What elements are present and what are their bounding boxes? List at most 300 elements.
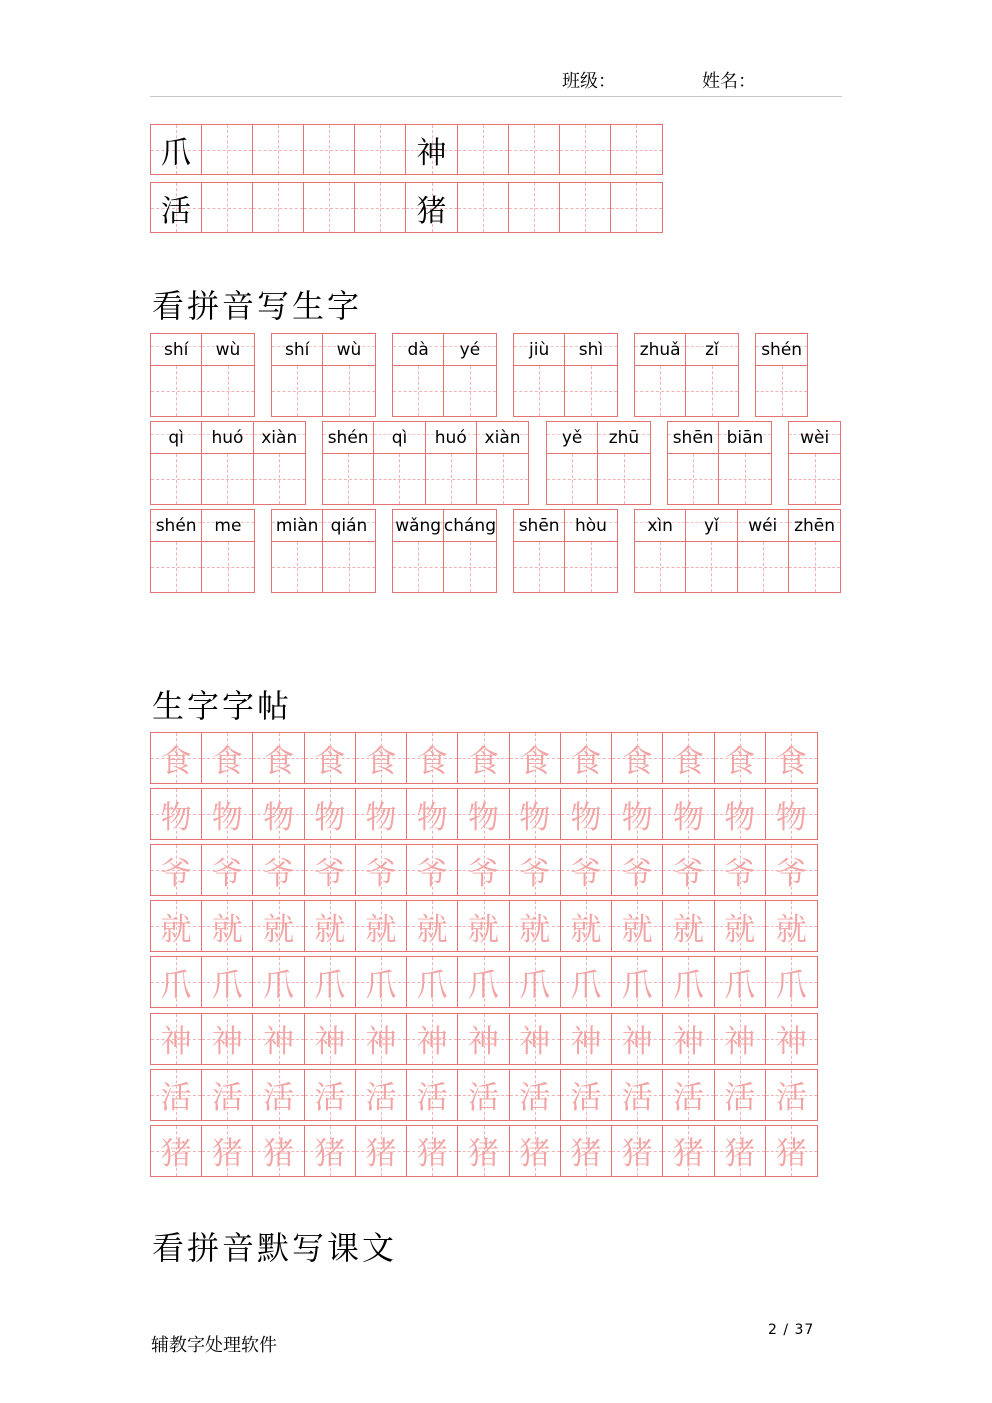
copybook-cell[interactable] <box>458 901 509 951</box>
trace-char: 活 <box>672 1080 704 1117</box>
copybook-cell[interactable] <box>305 901 356 951</box>
copybook-cell[interactable] <box>561 789 612 839</box>
copybook-cell[interactable] <box>561 1014 612 1064</box>
writing-square[interactable] <box>565 366 616 416</box>
copybook-cell[interactable] <box>663 733 714 783</box>
section-title-copybook: 生字字帖 <box>152 687 293 725</box>
trace-char: 活 <box>211 1080 243 1117</box>
pinyin-cell <box>323 422 374 504</box>
trace-char: 爷 <box>672 855 704 892</box>
pinyin-syllable: qì <box>391 427 408 448</box>
pinyin-cell <box>151 510 202 592</box>
pinyin-word-box <box>392 333 497 417</box>
trace-char: 爷 <box>468 855 500 892</box>
trace-char: 食 <box>775 743 807 780</box>
trace-char: 爷 <box>775 855 807 892</box>
trace-char: 食 <box>672 743 704 780</box>
copybook-cell[interactable] <box>766 733 817 783</box>
writing-square[interactable] <box>635 542 685 592</box>
trace-char: 神 <box>724 1024 756 1060</box>
copybook-cell[interactable] <box>407 789 458 839</box>
copybook-cell[interactable] <box>253 901 304 951</box>
pinyin-syllable-box <box>547 422 597 454</box>
copybook-cell[interactable] <box>715 1070 766 1120</box>
writing-square[interactable] <box>202 454 252 504</box>
copybook-cell[interactable] <box>305 957 356 1007</box>
copybook-cell[interactable] <box>510 1126 561 1176</box>
writing-square[interactable] <box>323 454 373 504</box>
writing-square[interactable] <box>514 542 564 592</box>
copybook-cell[interactable] <box>253 845 304 895</box>
copybook-cell[interactable] <box>715 1126 766 1176</box>
pinyin-syllable-box <box>686 334 737 366</box>
pinyin-syllable-box <box>272 334 322 366</box>
pinyin-syllable: huó <box>211 427 244 448</box>
writing-square[interactable] <box>151 454 201 504</box>
writing-square[interactable] <box>202 366 253 416</box>
trace-char: 活 <box>160 1080 192 1117</box>
pinyin-word-box <box>788 421 841 505</box>
review-cell[interactable] <box>560 125 611 174</box>
copybook-cell[interactable] <box>253 957 304 1007</box>
copybook-cell[interactable] <box>356 1126 407 1176</box>
writing-square[interactable] <box>598 454 649 504</box>
pinyin-syllable: wéi <box>748 515 778 536</box>
trace-char: 神 <box>365 1024 397 1060</box>
pinyin-cell <box>202 334 253 416</box>
trace-char: 爪 <box>519 967 551 1004</box>
pinyin-syllable-box <box>477 422 528 454</box>
pinyin-word-box <box>667 421 772 505</box>
trace-char: 爷 <box>570 855 602 892</box>
trace-char: 食 <box>724 743 756 780</box>
copybook-cell[interactable] <box>407 1070 458 1120</box>
copybook-cell[interactable] <box>561 1070 612 1120</box>
trace-char: 神 <box>570 1024 602 1060</box>
copybook-cell[interactable] <box>151 1126 202 1176</box>
writing-square[interactable] <box>323 366 374 416</box>
pinyin-word-box <box>634 509 841 593</box>
trace-char: 神 <box>263 1024 295 1060</box>
copybook-cell[interactable] <box>151 957 202 1007</box>
writing-square[interactable] <box>151 542 201 592</box>
pinyin-word-box <box>322 421 529 505</box>
pinyin-cell <box>756 334 807 416</box>
copybook-cell[interactable] <box>305 845 356 895</box>
trace-char: 食 <box>416 743 448 780</box>
pinyin-syllable-box <box>565 334 616 366</box>
writing-square[interactable] <box>547 454 597 504</box>
pinyin-syllable: xìn <box>647 515 673 536</box>
copybook-cell[interactable] <box>715 957 766 1007</box>
pinyin-syllable-box <box>719 422 770 454</box>
copybook-cell[interactable] <box>612 1070 663 1120</box>
writing-square[interactable] <box>393 542 443 592</box>
trace-char: 爷 <box>724 855 756 892</box>
copybook-cell[interactable] <box>356 789 407 839</box>
review-cell[interactable] <box>151 125 202 174</box>
pinyin-syllable-box <box>202 334 253 366</box>
copybook-cell[interactable] <box>458 1070 509 1120</box>
review-cell[interactable] <box>611 183 662 232</box>
copybook-cell[interactable] <box>663 957 714 1007</box>
trace-char: 猪 <box>314 1136 346 1173</box>
copybook-cell[interactable] <box>612 789 663 839</box>
review-cell[interactable] <box>202 183 253 232</box>
copybook-cell[interactable] <box>612 1126 663 1176</box>
trace-char: 物 <box>724 799 756 836</box>
copybook-cell[interactable] <box>356 957 407 1007</box>
trace-char: 爷 <box>211 855 243 892</box>
copybook-cell[interactable] <box>151 789 202 839</box>
copybook-cell[interactable] <box>356 845 407 895</box>
copybook-cell[interactable] <box>356 901 407 951</box>
pinyin-cell <box>393 334 444 416</box>
writing-square[interactable] <box>151 366 201 416</box>
name-label: 姓名： <box>702 71 756 92</box>
review-cell[interactable] <box>458 183 509 232</box>
trace-char: 活 <box>416 1080 448 1117</box>
trace-char: 爷 <box>365 855 397 892</box>
pinyin-cell <box>789 510 840 592</box>
copybook-cell[interactable] <box>305 1014 356 1064</box>
copybook-cell[interactable] <box>253 733 304 783</box>
trace-char: 猪 <box>621 1136 653 1173</box>
pinyin-cell <box>789 422 840 504</box>
trace-char: 物 <box>775 799 807 836</box>
copybook-cell[interactable] <box>510 1014 561 1064</box>
copybook-cell[interactable] <box>151 733 202 783</box>
writing-square[interactable] <box>477 454 528 504</box>
pinyin-cell <box>686 510 737 592</box>
copybook-cell[interactable] <box>612 845 663 895</box>
review-cell[interactable] <box>355 125 406 174</box>
trace-char: 就 <box>314 911 346 948</box>
copybook-cell[interactable] <box>407 1126 458 1176</box>
trace-char: 爪 <box>570 967 602 1004</box>
copybook-cell[interactable] <box>202 1126 253 1176</box>
writing-square[interactable] <box>686 542 736 592</box>
copybook-cell[interactable] <box>663 845 714 895</box>
trace-char: 物 <box>263 799 295 836</box>
trace-char: 神 <box>211 1024 243 1060</box>
copybook-cell[interactable] <box>663 1014 714 1064</box>
copybook-cell[interactable] <box>715 901 766 951</box>
trace-char: 爪 <box>160 967 192 1004</box>
trace-char: 猪 <box>519 1136 551 1173</box>
pinyin-cell <box>202 510 253 592</box>
writing-square[interactable] <box>444 542 495 592</box>
review-cell[interactable] <box>304 125 355 174</box>
writing-square[interactable] <box>686 366 737 416</box>
pinyin-syllable: yě <box>561 427 583 448</box>
pinyin-word-box <box>755 333 808 417</box>
review-cell[interactable] <box>509 183 560 232</box>
copybook-cell[interactable] <box>510 845 561 895</box>
trace-char: 爷 <box>621 855 653 892</box>
trace-char: 爪 <box>621 967 653 1004</box>
trace-char: 爪 <box>672 967 704 1004</box>
copybook-cell[interactable] <box>151 845 202 895</box>
review-cell[interactable] <box>253 125 304 174</box>
copybook-cell[interactable] <box>356 1014 407 1064</box>
copybook-cell[interactable] <box>663 789 714 839</box>
pinyin-cell <box>323 334 374 416</box>
writing-square[interactable] <box>393 366 443 416</box>
review-char: 爪 <box>161 135 192 171</box>
trace-char: 就 <box>468 911 500 948</box>
copybook-cell[interactable] <box>458 733 509 783</box>
trace-char: 物 <box>314 799 346 836</box>
copybook-cell[interactable] <box>202 901 253 951</box>
trace-char: 爷 <box>416 855 448 892</box>
pinyin-syllable: yǐ <box>704 515 719 536</box>
trace-char: 就 <box>263 911 295 948</box>
pinyin-word-box <box>150 509 255 593</box>
pinyin-syllable-box <box>393 334 443 366</box>
writing-square[interactable] <box>323 542 374 592</box>
copybook-cell[interactable] <box>407 901 458 951</box>
trace-char: 食 <box>519 743 551 780</box>
writing-square[interactable] <box>668 454 718 504</box>
pinyin-syllable: shēn <box>672 427 714 448</box>
copybook-cell[interactable] <box>612 957 663 1007</box>
pinyin-syllable: shén <box>155 515 197 536</box>
trace-char: 食 <box>314 743 346 780</box>
copybook-cell[interactable] <box>356 733 407 783</box>
pinyin-cell <box>323 510 374 592</box>
pinyin-syllable-box <box>151 422 201 454</box>
copybook-cell[interactable] <box>407 845 458 895</box>
trace-char: 就 <box>621 911 653 948</box>
copybook-cell[interactable] <box>151 1014 202 1064</box>
copybook-cell[interactable] <box>407 733 458 783</box>
pinyin-cell <box>635 334 686 416</box>
trace-char: 就 <box>570 911 602 948</box>
copybook-cell[interactable] <box>305 1126 356 1176</box>
writing-square[interactable] <box>444 366 495 416</box>
writing-square[interactable] <box>426 454 476 504</box>
pinyin-cell <box>272 510 323 592</box>
copybook-cell[interactable] <box>663 1070 714 1120</box>
copybook-cell[interactable] <box>766 845 817 895</box>
copybook-cell[interactable] <box>510 789 561 839</box>
review-cell[interactable] <box>406 125 457 174</box>
trace-char: 猪 <box>775 1136 807 1173</box>
trace-char: 神 <box>519 1024 551 1060</box>
pinyin-syllable-box <box>151 334 201 366</box>
writing-square[interactable] <box>272 542 322 592</box>
pinyin-syllable: wèi <box>800 427 830 448</box>
review-cell[interactable] <box>202 125 253 174</box>
review-char: 活 <box>161 193 192 229</box>
pinyin-syllable: huó <box>434 427 467 448</box>
copybook-cell[interactable] <box>202 1070 253 1120</box>
writing-square[interactable] <box>756 366 807 416</box>
copybook-cell[interactable] <box>202 957 253 1007</box>
copybook-cell[interactable] <box>561 957 612 1007</box>
writing-square[interactable] <box>738 542 788 592</box>
copybook-cell[interactable] <box>458 789 509 839</box>
copybook-cell[interactable] <box>766 1126 817 1176</box>
trace-char: 就 <box>724 911 756 948</box>
copybook-cell[interactable] <box>253 1126 304 1176</box>
trace-char: 物 <box>160 799 192 836</box>
copybook-cell[interactable] <box>305 789 356 839</box>
copybook-cell[interactable] <box>715 845 766 895</box>
copybook-cell[interactable] <box>202 1014 253 1064</box>
trace-char: 活 <box>570 1080 602 1117</box>
pinyin-syllable-box <box>323 510 374 542</box>
trace-char: 活 <box>263 1080 295 1117</box>
pinyin-syllable-box <box>635 510 685 542</box>
copybook-cell[interactable] <box>151 1070 202 1120</box>
copybook-cell[interactable] <box>305 1070 356 1120</box>
trace-char: 神 <box>468 1024 500 1060</box>
writing-square[interactable] <box>514 366 564 416</box>
copybook-cell[interactable] <box>202 845 253 895</box>
trace-char: 神 <box>314 1024 346 1060</box>
review-cell[interactable] <box>151 183 202 232</box>
trace-char: 物 <box>570 799 602 836</box>
trace-char: 爪 <box>468 967 500 1004</box>
copybook-cell[interactable] <box>766 1070 817 1120</box>
copybook-row <box>150 788 818 840</box>
copybook-cell[interactable] <box>766 789 817 839</box>
writing-square[interactable] <box>635 366 685 416</box>
copybook-cell[interactable] <box>561 1126 612 1176</box>
header-divider <box>150 96 842 97</box>
trace-char: 就 <box>775 911 807 948</box>
copybook-cell[interactable] <box>458 1014 509 1064</box>
writing-square[interactable] <box>254 454 305 504</box>
review-cell[interactable] <box>509 125 560 174</box>
review-cell[interactable] <box>458 125 509 174</box>
copybook-cell[interactable] <box>766 1014 817 1064</box>
copybook-cell[interactable] <box>766 957 817 1007</box>
copybook-cell[interactable] <box>663 1126 714 1176</box>
trace-char: 爷 <box>160 855 192 892</box>
review-cell[interactable] <box>253 183 304 232</box>
writing-square[interactable] <box>374 454 424 504</box>
copybook-cell[interactable] <box>253 1070 304 1120</box>
copybook-cell[interactable] <box>458 1126 509 1176</box>
pinyin-syllable-box <box>598 422 649 454</box>
pinyin-syllable: wǎng <box>395 515 442 536</box>
trace-char: 爷 <box>519 855 551 892</box>
trace-char: 就 <box>416 911 448 948</box>
copybook-cell[interactable] <box>253 789 304 839</box>
pinyin-syllable: wù <box>215 339 241 360</box>
writing-square[interactable] <box>789 542 840 592</box>
pinyin-cell <box>668 422 719 504</box>
pinyin-cell <box>547 422 598 504</box>
trace-char: 食 <box>160 743 192 780</box>
copybook-cell[interactable] <box>663 901 714 951</box>
copybook-cell[interactable] <box>510 901 561 951</box>
trace-char: 食 <box>211 743 243 780</box>
trace-char: 物 <box>416 799 448 836</box>
copybook-cell[interactable] <box>612 733 663 783</box>
trace-char: 活 <box>519 1080 551 1117</box>
trace-char: 活 <box>365 1080 397 1117</box>
pinyin-word-box <box>392 509 497 593</box>
trace-char: 猪 <box>416 1136 448 1173</box>
pinyin-syllable-box <box>565 510 616 542</box>
copybook-row <box>150 1013 818 1065</box>
pinyin-syllable-box <box>789 510 840 542</box>
copybook-cell[interactable] <box>407 957 458 1007</box>
trace-char: 食 <box>468 743 500 780</box>
copybook-cell[interactable] <box>561 901 612 951</box>
writing-square[interactable] <box>272 366 322 416</box>
copybook-cell[interactable] <box>715 733 766 783</box>
writing-square[interactable] <box>565 542 616 592</box>
trace-char: 就 <box>672 911 704 948</box>
copybook-cell[interactable] <box>766 901 817 951</box>
copybook-cell[interactable] <box>458 957 509 1007</box>
writing-square[interactable] <box>789 454 840 504</box>
review-cell[interactable] <box>406 183 457 232</box>
copybook-cell[interactable] <box>510 1070 561 1120</box>
copybook-cell[interactable] <box>202 789 253 839</box>
pinyin-syllable: xiàn <box>261 427 298 448</box>
trace-char: 爷 <box>263 855 295 892</box>
pinyin-syllable-box <box>323 422 373 454</box>
pinyin-syllable: hòu <box>574 515 607 536</box>
copybook-cell[interactable] <box>715 1014 766 1064</box>
review-cell[interactable] <box>611 125 662 174</box>
writing-square[interactable] <box>719 454 770 504</box>
copybook-cell[interactable] <box>715 789 766 839</box>
footer-software: 辅教字处理软件 <box>151 1335 277 1356</box>
trace-char: 就 <box>365 911 397 948</box>
copybook-cell[interactable] <box>510 733 561 783</box>
pinyin-cell <box>254 422 305 504</box>
copybook-cell[interactable] <box>510 957 561 1007</box>
copybook-cell[interactable] <box>356 1070 407 1120</box>
copybook-cell[interactable] <box>612 901 663 951</box>
pinyin-cell <box>444 510 495 592</box>
review-cell[interactable] <box>355 183 406 232</box>
trace-char: 猪 <box>672 1136 704 1173</box>
copybook-cell[interactable] <box>202 733 253 783</box>
pinyin-syllable-box <box>756 334 807 366</box>
copybook-row <box>150 1125 818 1177</box>
trace-char: 猪 <box>160 1136 192 1173</box>
pinyin-cell <box>565 334 616 416</box>
copybook-cell[interactable] <box>561 845 612 895</box>
review-cell[interactable] <box>560 183 611 232</box>
review-cell[interactable] <box>304 183 355 232</box>
pinyin-cell <box>444 334 495 416</box>
copybook-cell[interactable] <box>253 1014 304 1064</box>
copybook-cell[interactable] <box>561 733 612 783</box>
copybook-cell[interactable] <box>458 845 509 895</box>
writing-square[interactable] <box>202 542 253 592</box>
trace-char: 活 <box>621 1080 653 1117</box>
copybook-cell[interactable] <box>407 1014 458 1064</box>
pinyin-syllable: yé <box>459 339 481 360</box>
pinyin-syllable: zhū <box>608 427 640 448</box>
pinyin-syllable-box <box>635 334 685 366</box>
copybook-cell[interactable] <box>612 1014 663 1064</box>
trace-char: 物 <box>621 799 653 836</box>
copybook-cell[interactable] <box>151 901 202 951</box>
trace-char: 活 <box>775 1080 807 1117</box>
copybook-cell[interactable] <box>305 733 356 783</box>
trace-char: 爪 <box>263 967 295 1004</box>
